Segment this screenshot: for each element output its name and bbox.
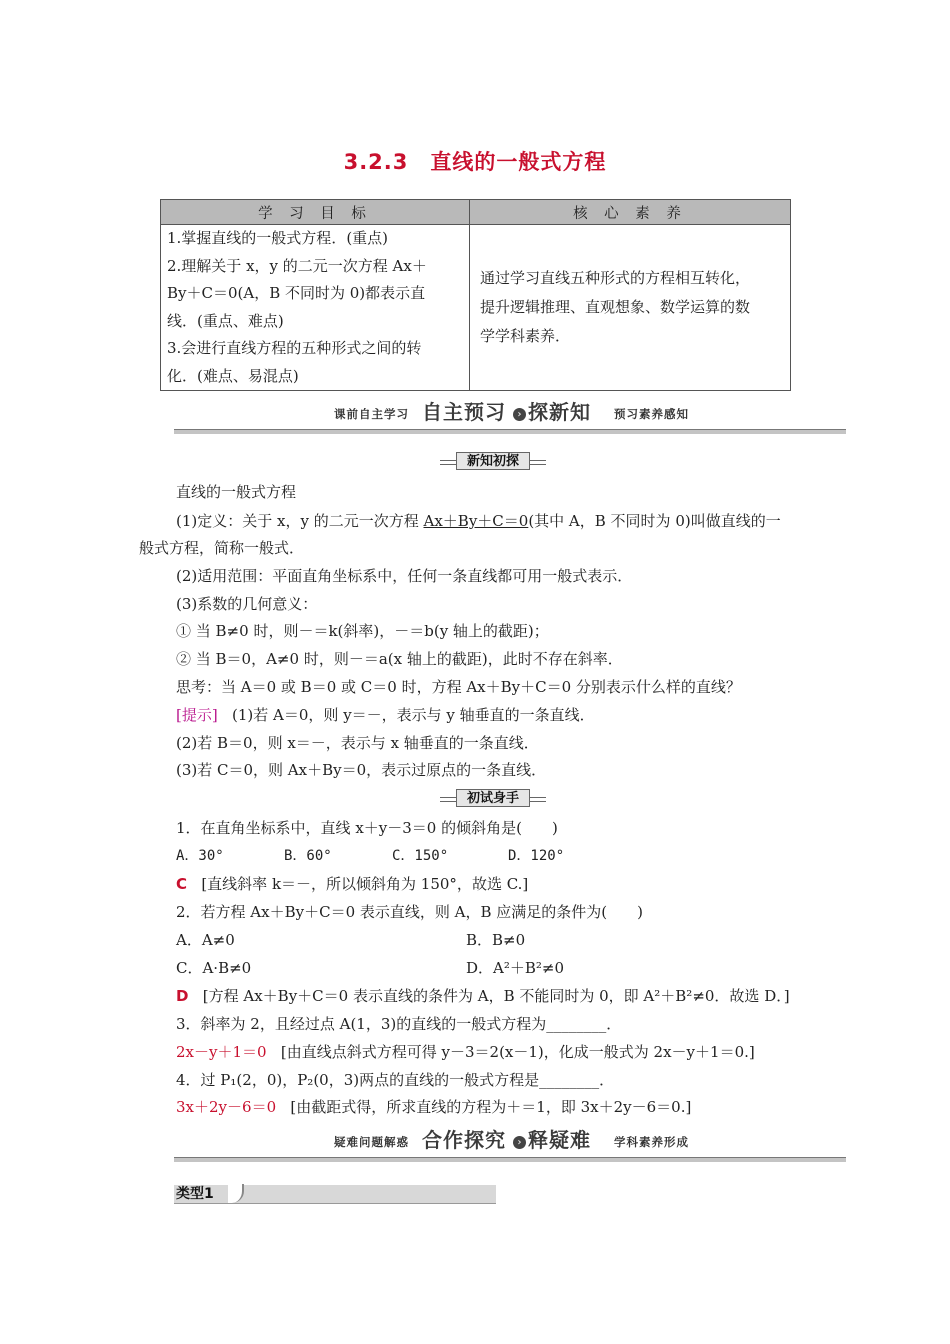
- coefficient-line: (3)系数的几何意义：: [176, 595, 318, 613]
- case-1-line: ① 当 B≠0 时，则－＝k(斜率)，－＝b(y 轴上的截距)；: [176, 622, 549, 640]
- objective-line: 3.会进行直线方程的五种形式之间的转: [167, 339, 422, 357]
- question-1: 1．在直角坐标系中，直线 x＋y－3＝0 的倾斜角是( ): [176, 819, 558, 837]
- literacy-line: 通过学习直线五种形式的方程相互转化，: [480, 269, 751, 287]
- document-page: 3.2.3 直线的一般式方程 学 习 目 标 核 心 素 养 1.掌握直线的一般式方程．(重点) 2.理解关于 x，y 的二元一次方程 Ax＋ By＋C＝0(A，B 不同时为 0)都表示直 线．(重点、难点) 3.会进行直线方程的五种形式之间的转 化．(难点、易混点) 通过学习直线五种形式的方程相互转化， 提升逻辑推理、直观想象、数学运算的数 学学科素养． 课前自主学习 自主预习 › 探新知 预习素养感知 新知初探 直线的一般式方程 (1)定义：关于 x，y 的二元一次方程 Ax＋By＋C＝0(其中 A，B 不同时为 0)叫做直线的一 般式方程，简称一般式． (2)适用范围：平面直角坐标系中，任何一条直线都可用一般式表示． (3)系数的几何意义： ① 当 B≠0 时，则－＝k(斜率)，－＝b(y 轴上的截距)； ② 当 B＝0，A≠0 时，则－＝a(x 轴上的截距)，此时不存在斜率． 思考：当 A＝0 或 B＝0 或 C＝0 时，方程 Ax＋By＋C＝0 分别表示什么样的直线？ [提示] (1)若 A＝0，则 y＝－，表示与 y 轴垂直的一条直线． (2)若 B＝0，则 x＝－，表示与 x 轴垂直的一条直线． (3)若 C＝0，则 Ax＋By＝0，表示过原点的一条直线． 初试身手 1．在直角坐标系中，直线 x＋y－3＝0 的倾斜角是( ) A．30° B．60° C．150° D．120° C [直线斜率 k＝－，所以倾斜角为 150°，故选 C.] 2．若方程 Ax＋By＋C＝0 表示直线，则 A，B 应满足的条件为( ) A．A≠0 B．B≠0 C．A·B≠0 D．A²＋B²≠0 D [方程 Ax＋By＋C＝0 表示直线的条件为 A，B 不能同时为 0，即 A²＋B²≠0．故选 D．] 3．斜率为 2，且经过点 A(1，3)的直线的一般式方程为________． 2x－y＋1＝0 [由直线点斜式方程可得 y－3＝2(x－1)，化成一般式为 2x－y＋1＝0.] 4．过 P₁(2，0)，P₂(0，3)两点的直线的一般式方程是________． 3x＋2y－6＝0 [由截距式得，所求直线的方程为＋＝1，即 3x＋2y－6＝0.] 疑难问题解惑 合作探究 › 释疑难 学科素养形成 类型1: [0, 0, 950, 1344]
- objective-line: 化．(难点、易混点): [167, 366, 299, 385]
- arrow-circle-icon: ›: [513, 1136, 526, 1149]
- type-heading-bar: [174, 1185, 496, 1204]
- answer-2: D [方程 Ax＋By＋C＝0 表示直线的条件为 A，B 不能同时为 0，即 A²＋B²≠0．故选 D．]: [176, 987, 790, 1005]
- answer-3: 2x－y＋1＝0 [由直线点斜式方程可得 y－3＝2(x－1)，化成一般式为 2x－y＋1＝0.]: [176, 1043, 755, 1061]
- answer-value: 3x＋2y－6＝0: [176, 1098, 277, 1116]
- literacy-line: 学学科素养．: [480, 327, 571, 345]
- objective-line: 线．(重点、难点): [167, 311, 284, 330]
- answer-choice: D: [176, 987, 189, 1005]
- objectives-cell: [161, 225, 470, 391]
- think-line: 思考：当 A＝0 或 B＝0 或 C＝0 时，方程 Ax＋By＋C＝0 分别表示什么样的直线？: [176, 678, 741, 696]
- band-title-right: 释疑难: [528, 1128, 591, 1152]
- band-title-left: 自主预习: [422, 400, 506, 424]
- answer-value: 2x－y＋1＝0: [176, 1043, 267, 1061]
- scope-line: (2)适用范围：平面直角坐标系中，任何一条直线都可用一般式表示．: [176, 567, 633, 585]
- hint-line-2: (2)若 B＝0，则 x＝－，表示与 x 轴垂直的一条直线．: [176, 734, 539, 752]
- section-title: 3.2.3 直线的一般式方程: [343, 150, 607, 174]
- question-2: 2．若方程 Ax＋By＋C＝0 表示直线，则 A，B 应满足的条件为( ): [176, 903, 643, 921]
- band-left-caption: 课前自主学习: [334, 407, 409, 421]
- case-2-line: ② 当 B＝0，A≠0 时，则－＝a(x 轴上的截距)，此时不存在斜率．: [176, 650, 623, 668]
- question-4: 4．过 P₁(2，0)，P₂(0，3)两点的直线的一般式方程是________．: [176, 1071, 615, 1089]
- header-learning-objectives: 学 习 目 标: [161, 200, 470, 225]
- band-rule: [174, 429, 846, 434]
- band-left-caption: 疑难问题解惑: [334, 1135, 409, 1149]
- answer-4: 3x＋2y－6＝0 [由截距式得，所求直线的方程为＋＝1，即 3x＋2y－6＝0.]: [176, 1098, 692, 1116]
- objective-line: 1.掌握直线的一般式方程．(重点): [167, 229, 389, 247]
- hint-label: [提示]: [176, 706, 218, 724]
- type-bar-curve: [228, 1184, 244, 1203]
- definition-line: (1)定义：关于 x，y 的二元一次方程 Ax＋By＋C＝0(其中 A，B 不同时为 0)叫做直线的一: [176, 512, 781, 530]
- knowledge-heading: 直线的一般式方程: [176, 483, 297, 501]
- band-right-caption: 预习素养感知: [614, 407, 689, 421]
- arrow-circle-icon: ›: [513, 408, 526, 421]
- general-form-equation: Ax＋By＋C＝0: [423, 512, 529, 530]
- answer-1: C [直线斜率 k＝－，所以倾斜角为 150°，故选 C.]: [176, 875, 529, 893]
- section-band-preview: [174, 396, 846, 434]
- band-right-caption: 学科素养形成: [614, 1135, 689, 1149]
- hint-line-1: [提示] (1)若 A＝0，则 y＝－，表示与 y 轴垂直的一条直线．: [176, 706, 595, 724]
- answer-choice: C: [176, 875, 188, 893]
- objectives-table: [160, 199, 791, 391]
- band-title-right: 探新知: [528, 400, 591, 424]
- band-title-left: 合作探究: [422, 1128, 506, 1152]
- definition-continued: 般式方程，简称一般式．: [139, 539, 305, 557]
- header-core-literacy: 核 心 素 养: [470, 200, 791, 225]
- literacy-line: 提升逻辑推理、直观想象、数学运算的数: [480, 298, 751, 316]
- type-label: 类型1: [176, 1186, 214, 1202]
- objective-line: 2.理解关于 x，y 的二元一次方程 Ax＋: [167, 256, 427, 275]
- tag-new-knowledge: 新知初探: [440, 452, 546, 470]
- hint-line-3: (3)若 C＝0，则 Ax＋By＝0，表示过原点的一条直线．: [176, 761, 547, 779]
- question-3: 3．斜率为 2，且经过点 A(1，3)的直线的一般式方程为________．: [176, 1015, 622, 1033]
- tag-try-it: 初试身手: [440, 789, 546, 807]
- section-band-explore: [174, 1124, 846, 1162]
- band-rule: [174, 1157, 846, 1162]
- literacy-cell: [470, 225, 791, 391]
- objective-line: By＋C＝0(A，B 不同时为 0)都表示直: [167, 284, 426, 302]
